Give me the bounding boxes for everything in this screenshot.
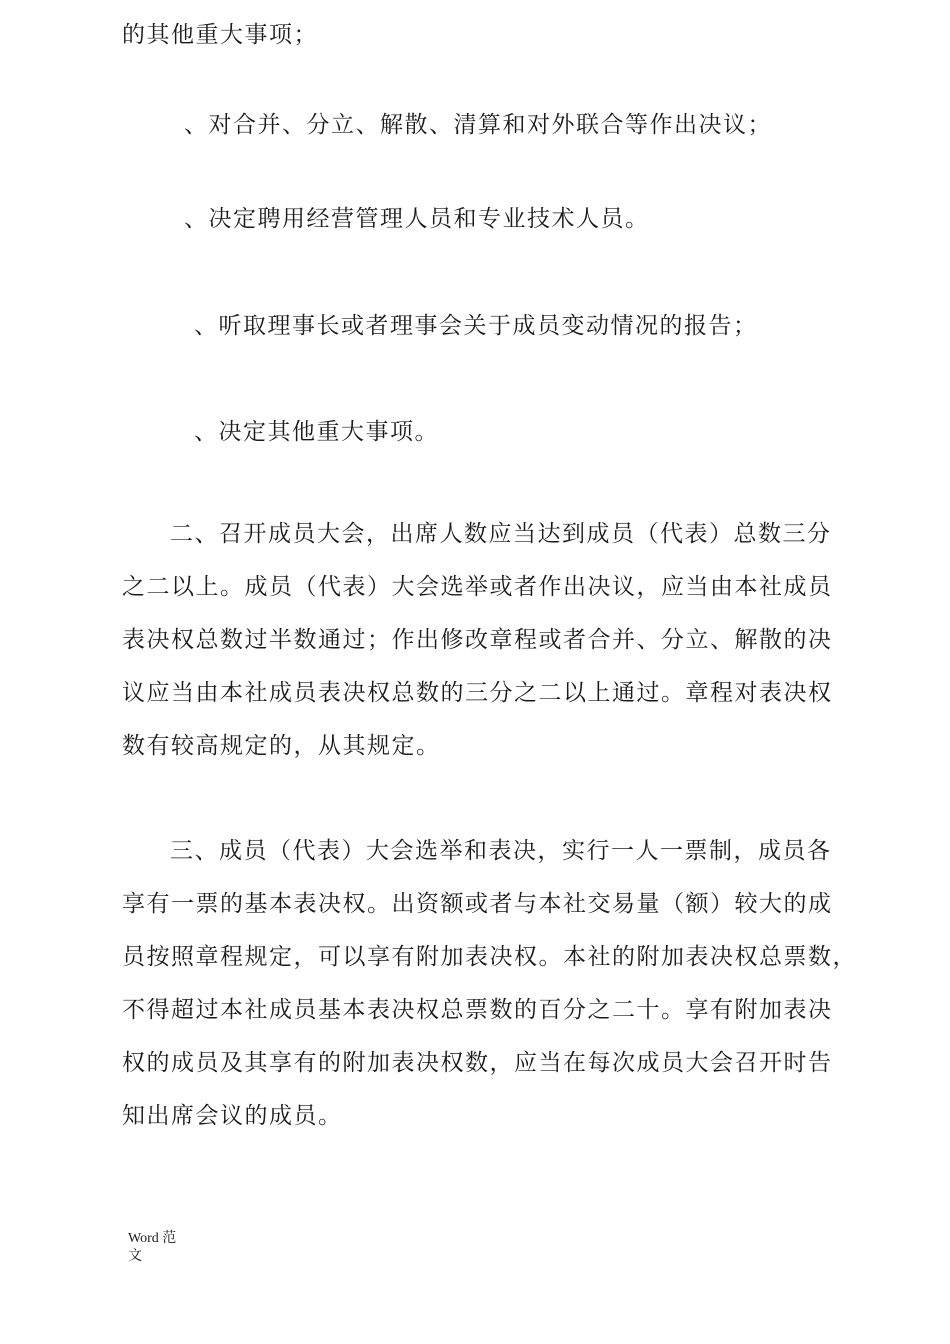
paragraph-line: 不得超过本社成员基本表决权总票数的百分之二十。享有附加表决 — [122, 997, 833, 1023]
text-line: 的其他重大事项； — [122, 22, 318, 48]
list-item: 、决定聘用经营管理人员和专业技术人员。 — [184, 206, 650, 232]
paragraph-line: 表决权总数过半数通过；作出修改章程或者合并、分立、解散的决 — [122, 627, 833, 653]
paragraph-line: 之二以上。成员（代表）大会选举或者作出决议，应当由本社成员 — [122, 574, 833, 600]
page-footer — [128, 1230, 188, 1266]
footer-line: Word 范 — [128, 1231, 177, 1246]
paragraph-line: 权的成员及其享有的附加表决权数，应当在每次成员大会召开时告 — [122, 1050, 833, 1076]
paragraph-line: 议应当由本社成员表决权总数的三分之二以上通过。章程对表决权 — [122, 680, 833, 706]
paragraph-line: 享有一票的基本表决权。出资额或者与本社交易量（额）较大的成 — [122, 891, 833, 917]
paragraph-line: 知出席会议的成员。 — [122, 1103, 343, 1129]
paragraph-line: 三、成员（代表）大会选举和表决，实行一人一票制，成员各 — [170, 838, 832, 864]
paragraph-line: 员按照章程规定，可以享有附加表决权。本社的附加表决权总票数， — [122, 944, 857, 970]
paragraph-line: 二、召开成员大会，出席人数应当达到成员（代表）总数三分 — [170, 521, 832, 547]
list-item: 、对合并、分立、解散、清算和对外联合等作出决议； — [184, 112, 772, 138]
paragraph-line: 数有较高规定的，从其规定。 — [122, 733, 441, 759]
list-item: 、决定其他重大事项。 — [194, 419, 439, 445]
footer-line: 文 — [128, 1249, 142, 1264]
list-item: 、听取理事长或者理事会关于成员变动情况的报告； — [194, 313, 758, 339]
